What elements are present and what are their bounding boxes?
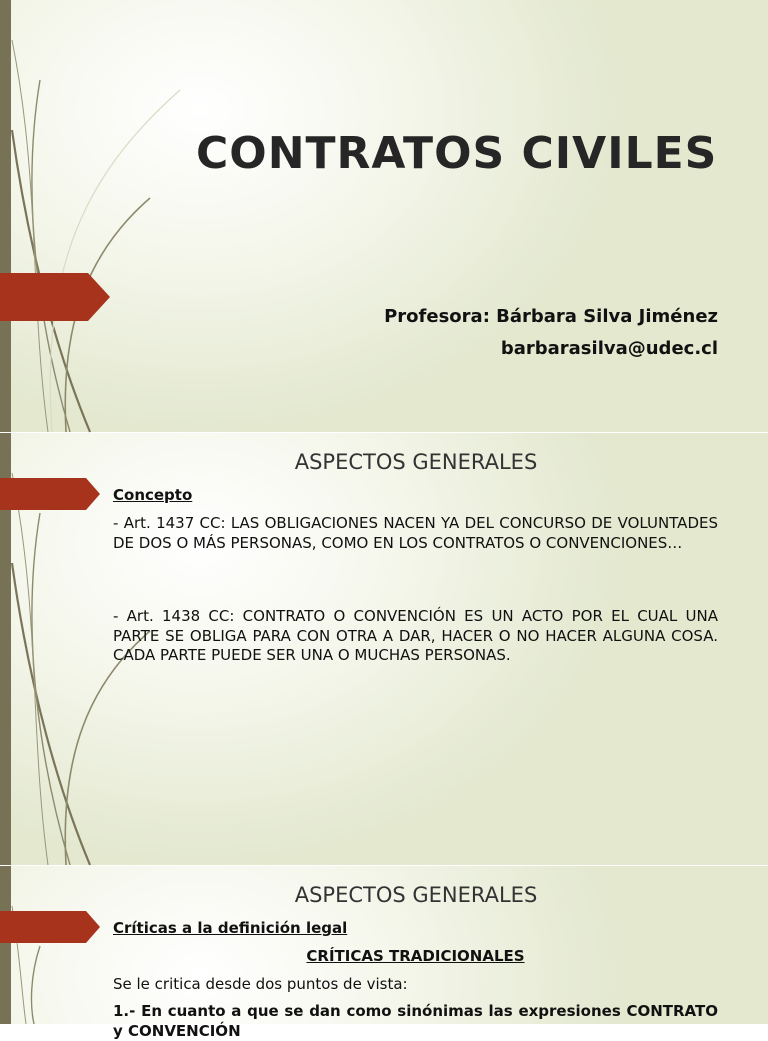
content-slide-critics [0, 866, 768, 1040]
professor-name: Profesora: Bárbara Silva Jiménez [384, 306, 718, 327]
accent-arrow [0, 478, 100, 510]
title-slide [0, 0, 768, 432]
professor-email: barbarasilva@udec.cl [500, 338, 718, 359]
concept-label: Concepto [113, 486, 193, 504]
decorative-swirl [0, 0, 200, 432]
critics-intro: Se le critica desde dos puntos de vista: [113, 975, 408, 993]
slide-heading: ASPECTOS GENERALES [294, 450, 538, 474]
slide-heading: ASPECTOS GENERALES [294, 883, 538, 907]
article-1437-text: - Art. 1437 CC: LAS OBLIGACIONES NACEN YA DEL CONCURSO DE VOLUNTADES DE DOS O MÁS PERSONAS, COMO EN LOS CONTRATOS O CONVENCIONES… [113, 514, 718, 552]
traditional-critics-label: CRÍTICAS TRADICIONALES [306, 947, 525, 965]
accent-arrow [0, 273, 110, 321]
accent-arrow [0, 911, 100, 943]
article-1438-text: - Art. 1438 CC: CONTRATO O CONVENCIÓN ES UN ACTO POR EL CUAL UNA PARTE SE OBLIGA PARA CON OTRA A DAR, HACER O NO HACER ALGUNA COSA. CADA PARTE PUEDE SER UNA O MUCHAS PERSONAS. [113, 607, 718, 664]
content-slide-concept [0, 433, 768, 865]
slide-title: CONTRATOS CIVILES [196, 128, 718, 179]
critics-label: Críticas a la definición legal [113, 919, 348, 937]
critic-point-1: 1.- En cuanto a que se dan como sinónimas las expresiones CONTRATO y CONVENCIÓN [113, 1002, 718, 1040]
